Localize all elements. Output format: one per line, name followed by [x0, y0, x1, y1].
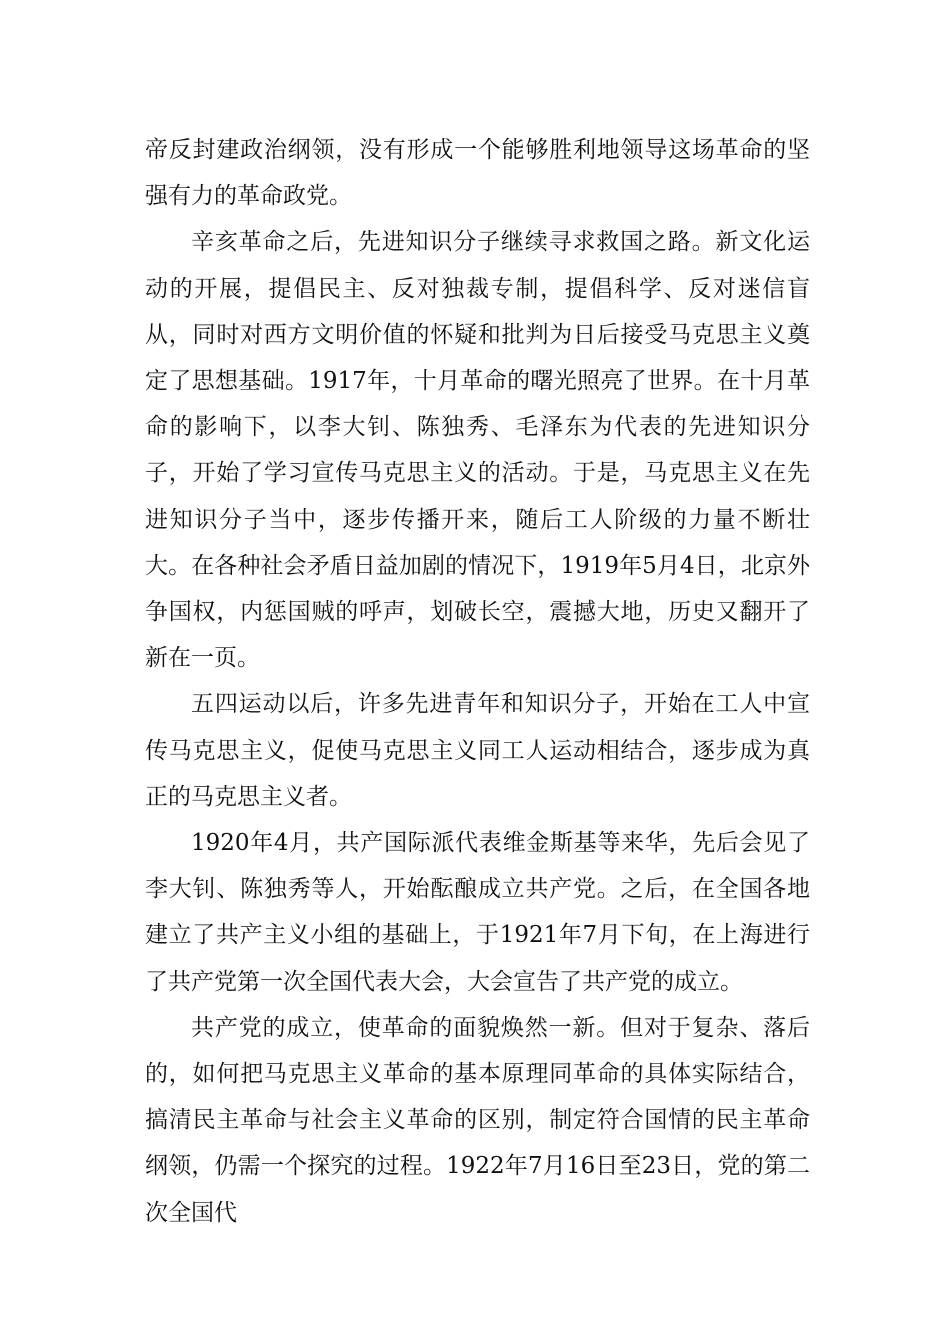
paragraph-party-founding: 1920年4月，共产国际派代表维金斯基等来华，先后会见了李大钊、陈独秀等人，开始酝酿成立共产党。之后，在全国各地建立了共产主义小组的基础上，于1921年7月下旬，在上海进行了共产党第一次全国代表大会，大会宣告了共产党的成立。 — [145, 830, 810, 995]
document-body — [145, 127, 810, 1236]
paragraph-continued: 帝反封建政治纲领，没有形成一个能够胜利地领导这场革命的坚强有力的革命政党。 — [145, 137, 810, 210]
paragraph-may-fourth: 五四运动以后，许多先进青年和知识分子，开始在工人中宣传马克思主义，促使马克思主义同工人运动相结合，逐步成为真正的马克思主义者。 — [145, 691, 810, 810]
paragraph-xinhai-revolution: 辛亥革命之后，先进知识分子继续寻求救国之路。新文化运动的开展，提倡民主、反对独裁专制，提倡科学、反对迷信盲从，同时对西方文明价值的怀疑和批判为日后接受马克思主义奠定了思想基础。1917年，十月革命的曙光照亮了世界。在十月革命的影响下，以李大钊、陈独秀、毛泽东为代表的先进知识分子，开始了学习宣传马克思主义的活动。于是，马克思主义在先进知识分子当中，逐步传播开来，随后工人阶级的力量不断壮大。在各种社会矛盾日益加剧的情况下，1919年5月4日，北京外争国权，内惩国贼的呼声，划破长空，震撼大地，历史又翻开了新在一页。 — [145, 229, 810, 672]
paragraph-second-congress: 共产党的成立，使革命的面貌焕然一新。但对于复杂、落后的，如何把马克思主义革命的基本原理同革命的具体实际结合，搞清民主革命与社会主义革命的区别，制定符合国情的民主革命纲领，仍需一个探究的过程。1922年7月16日至23日，党的第二次全国代 — [145, 1014, 810, 1226]
